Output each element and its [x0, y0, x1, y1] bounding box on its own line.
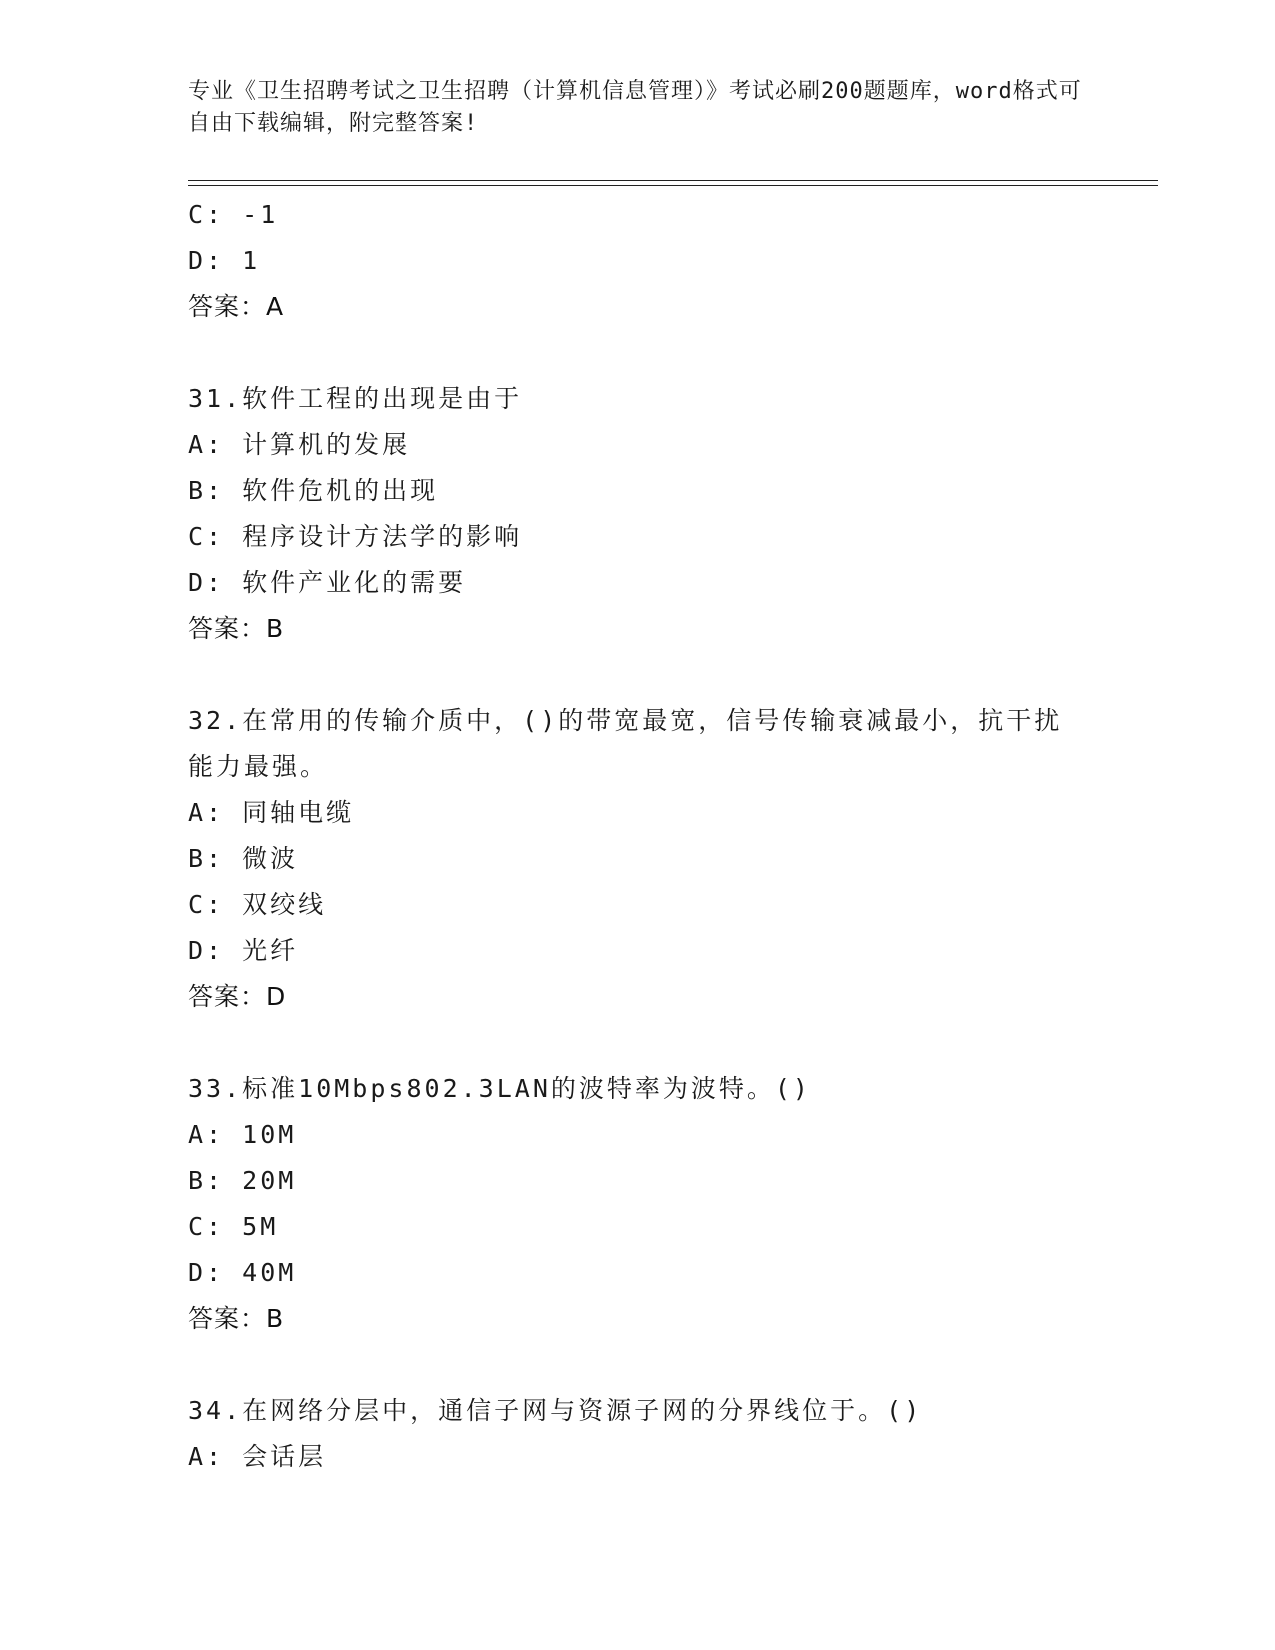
- spacer: [188, 1342, 1108, 1388]
- answer-line: 答案：D: [188, 982, 287, 1011]
- header-divider-bottom: [188, 185, 1158, 186]
- option-a: A: 10M: [188, 1120, 297, 1149]
- option-b: B: 软件危机的出现: [188, 476, 439, 505]
- header-divider-top: [188, 180, 1158, 181]
- answer-line: 答案：B: [188, 614, 285, 643]
- answer-line: 答案：A: [188, 292, 285, 321]
- spacer: [188, 1020, 1108, 1066]
- spacer: [188, 652, 1108, 698]
- option-d: D: 软件产业化的需要: [188, 568, 467, 597]
- option-a: A: 会话层: [188, 1442, 327, 1471]
- question-stem: 33.标准10Mbps802.3LAN的波特率为波特。(): [188, 1074, 811, 1103]
- option-c: C: 程序设计方法学的影响: [188, 522, 523, 551]
- question-stem: 32.在常用的传输介质中，()的带宽最宽，信号传输衰减最小，抗干扰能力最强。: [188, 706, 1063, 781]
- option-c: C: -1: [188, 200, 279, 229]
- question-list: [188, 192, 1108, 1480]
- spacer: [188, 330, 1108, 376]
- option-a: A: 同轴电缆: [188, 798, 355, 827]
- answer-line: 答案：B: [188, 1304, 285, 1333]
- option-c: C: 双绞线: [188, 890, 327, 919]
- option-d: D: 1: [188, 246, 261, 275]
- document-header: 专业《卫生招聘考试之卫生招聘（计算机信息管理）》考试必刷200题题库，word格式可自由下载编辑，附完整答案!: [188, 79, 1082, 136]
- option-a: A: 计算机的发展: [188, 430, 411, 459]
- option-c: C: 5M: [188, 1212, 279, 1241]
- option-d: D: 光纤: [188, 936, 299, 965]
- option-b: B: 20M: [188, 1166, 297, 1195]
- question-stem: 31.软件工程的出现是由于: [188, 384, 523, 413]
- option-b: B: 微波: [188, 844, 299, 873]
- question-stem: 34.在网络分层中，通信子网与资源子网的分界线位于。(): [188, 1396, 923, 1425]
- option-d: D: 40M: [188, 1258, 297, 1287]
